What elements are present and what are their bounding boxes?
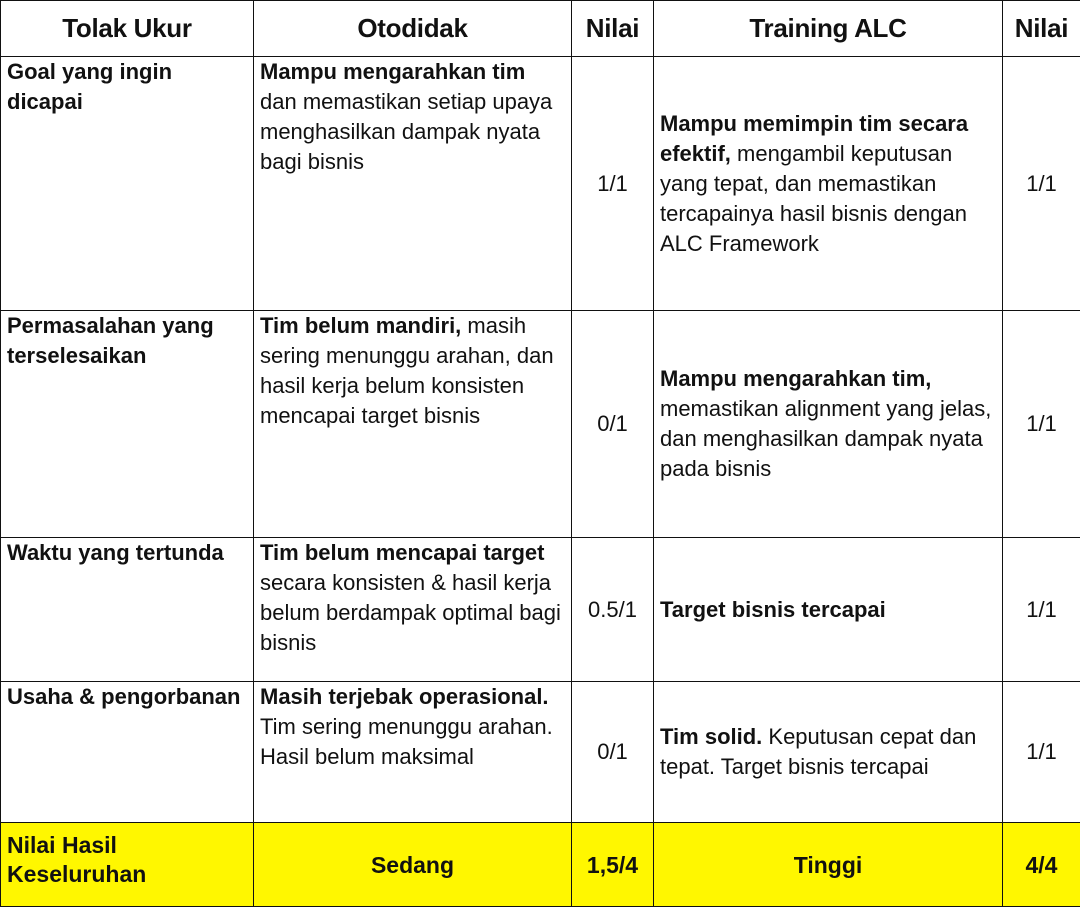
otodidak-cell [254, 538, 572, 682]
otodidak-bold-text: Tim belum mencapai target [260, 540, 544, 565]
otodidak-text: secara konsisten & hasil kerja belum berdampak optimal bagi bisnis [260, 570, 561, 655]
otodidak-cell [254, 311, 572, 538]
row-label: Usaha & pengorbanan [1, 682, 254, 823]
alc-text: Keputusan cepat dan tepat. Target bisnis tercapai [660, 724, 976, 779]
alc-bold-text: Mampu memimpin tim secara efektif, [660, 111, 968, 166]
alc-total-score: 4/4 [1003, 823, 1080, 907]
alc-cell [654, 538, 1003, 682]
table-row [1, 682, 1080, 823]
table-row [1, 311, 1080, 538]
otodidak-score: 0.5/1 [572, 538, 654, 682]
otodidak-total-score: 1,5/4 [572, 823, 654, 907]
alc-cell [654, 311, 1003, 538]
otodidak-score: 0/1 [572, 682, 654, 823]
alc-score: 1/1 [1003, 57, 1080, 311]
otodidak-cell [254, 682, 572, 823]
alc-bold-text: Tim solid. [660, 724, 762, 749]
table-row [1, 538, 1080, 682]
otodidak-score: 0/1 [572, 311, 654, 538]
header-tolak-ukur: Tolak Ukur [1, 1, 254, 57]
otodidak-bold-text: Tim belum mandiri, [260, 313, 461, 338]
alc-score: 1/1 [1003, 311, 1080, 538]
row-label: Waktu yang tertunda [1, 538, 254, 682]
alc-bold-text: Target bisnis tercapai [660, 597, 886, 622]
header-row [1, 1, 1080, 57]
otodidak-text: masih sering menunggu arahan, dan hasil kerja belum konsisten mencapai target bisnis [260, 313, 554, 428]
otodidak-result: Sedang [254, 823, 572, 907]
total-label: Nilai Hasil Keseluruhan [1, 823, 254, 907]
alc-cell [654, 682, 1003, 823]
otodidak-text: Tim sering menunggu arahan. Hasil belum maksimal [260, 714, 553, 769]
total-row [1, 823, 1080, 907]
otodidak-cell [254, 57, 572, 311]
alc-score: 1/1 [1003, 682, 1080, 823]
alc-bold-text: Mampu mengarahkan tim, [660, 366, 931, 391]
alc-cell [654, 57, 1003, 311]
row-label: Goal yang ingin dicapai [1, 57, 254, 311]
otodidak-score: 1/1 [572, 57, 654, 311]
header-nilai-alc: Nilai [1003, 1, 1080, 57]
otodidak-text: dan memastikan setiap upaya menghasilkan dampak nyata bagi bisnis [260, 89, 552, 174]
otodidak-bold-text: Masih terjebak operasional. [260, 684, 549, 709]
table-row [1, 57, 1080, 311]
otodidak-bold-text: Mampu mengarahkan tim [260, 59, 525, 84]
alc-text: mengambil keputusan yang tepat, dan memastikan tercapainya hasil bisnis dengan ALC Framework [660, 141, 967, 256]
row-label: Permasalahan yang terselesaikan [1, 311, 254, 538]
header-otodidak: Otodidak [254, 1, 572, 57]
alc-text: memastikan alignment yang jelas, dan menghasilkan dampak nyata pada bisnis [660, 396, 991, 481]
header-nilai-otodidak: Nilai [572, 1, 654, 57]
alc-result: Tinggi [654, 823, 1003, 907]
header-training-alc: Training ALC [654, 1, 1003, 57]
alc-score: 1/1 [1003, 538, 1080, 682]
